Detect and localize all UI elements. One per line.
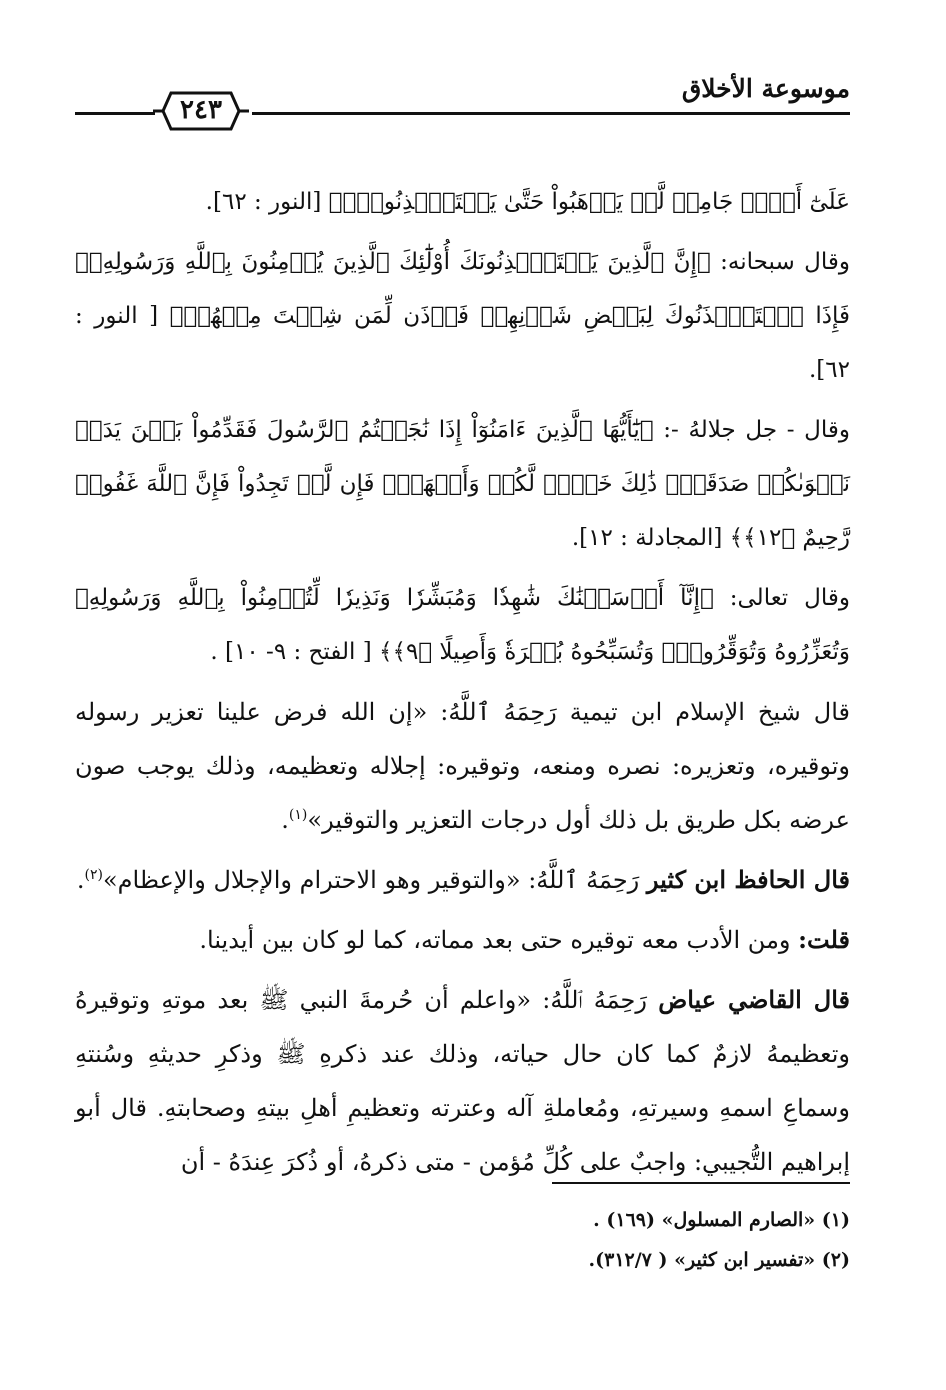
paragraph-author-note [75, 913, 850, 967]
page-number: ٢٤٣ [180, 95, 222, 125]
ibn-taymiyya-quote: قال شيخ الإسلام ابن تيمية رَحِمَهُ ٱللَّهُ: «إن الله فرض علينا تعزير رسوله وتوقيره، وتعزيره: نصره ومنعه، وتوقيره: إجلاله وتعظيمه، وذلك يوجب صون عرضه بكل طريق بل ذلك أول درجات التعزير والتوقير» [75, 698, 850, 834]
footnote-1: (١) «الصارم المسلول» (١٦٩) . [593, 1209, 850, 1231]
paragraph-verse-al-fath: وقال تعالى: ﴿إِنَّآ أَرۡسَلۡنَٰكَ شَٰهِدٗا وَمُبَشِّرٗا وَنَذِيرٗا لِّتُؤۡمِنُواْ بِٱللَّهِ وَرَسُولِهِۦ وَتُعَزِّرُوهُ وَتُوَقِّرُوهُۚ وَتُسَبِّحُوهُ بُكۡرَةٗ وَأَصِيلًا ﴿٩﴾﴾ [ الفتح : ٩- ١٠] . [75, 585, 850, 665]
footnote-ref-1: (١) [288, 807, 308, 823]
footnote-2: (٢) «تفسير ابن كثير» ( ٣١٢/٧). [588, 1249, 850, 1271]
header-rule-left [75, 112, 155, 115]
paragraph-verse-continuation: عَلَىٰٓ أَمۡرٖ جَامِعٖ لَّمۡ يَذۡهَبُواْ حَتَّىٰ يَسۡتَـٔۡذِنُوهُۚ﴾ [النور : ٦٢]. [205, 189, 850, 215]
footnotes [75, 1200, 850, 1280]
page-body [75, 175, 850, 1195]
qadi-iyad-quote: رَحِمَهُ ٱللَّهُ: «واعلم أن حُرمةَ النبي ﷺ بعد موتهِ وتوقيرهُ وتعظيمهُ لازمٌ كما كان حال حياته، وذلك عند ذكرهِ ﷺ وذكرِ حديثهِ وسُنتهِ وسماعِ اسمهِ وسيرتهِ، ومُعاملةِ آله وعترته وتعظيمِ أهلِ بيتهِ وصحابتهِ. قال أبو إبراهيم التُّجيبي: واجبٌ على كُلِّ مُؤمن - متى ذكرهُ، أو ذُكرَ عِندَهُ - أن [75, 986, 850, 1176]
book-title: موسوعة الأخلاق [681, 74, 850, 103]
page-number-badge [153, 87, 249, 135]
author-note-lead: قلت: [798, 925, 850, 954]
qadi-iyad-lead: قال القاضي عياض [658, 985, 851, 1014]
book-page [75, 60, 850, 1350]
header-rule-right [252, 112, 850, 115]
footnote-ref-2: (٢) [84, 867, 103, 883]
page-header [75, 70, 850, 130]
paragraph-ibn-taymiyya [75, 685, 850, 847]
paragraph-verse-an-nur: وقال سبحانه: ﴿إِنَّ ٱلَّذِينَ يَسۡتَـٔۡذِنُونَكَ أُوْلَٰٓئِكَ ٱلَّذِينَ يُؤۡمِنُونَ بِٱللَّهِ وَرَسُولِهِۦۚ فَإِذَا ٱسۡتَـٔۡذَنُوكَ لِبَعۡضِ شَأۡنِهِمۡ فَأۡذَن لِّمَن شِئۡتَ مِنۡهُمۡ﴾ [ النور : ٦٢]. [75, 249, 850, 383]
ibn-taymiyya-end: . [281, 806, 289, 834]
author-note-text: ومن الأدب معه توقيره حتى بعد مماته، كما لو كان بين أيدينا. [199, 926, 799, 954]
paragraph-ibn-kathir [75, 853, 850, 907]
ibn-kathir-end: . [76, 866, 85, 894]
paragraph-verse-al-mujadila: وقال - جل جلالهُ -: ﴿يَٰٓأَيُّهَا ٱلَّذِينَ ءَامَنُوٓاْ إِذَا نَٰجَيۡتُمُ ٱلرَّسُولَ فَقَدِّمُواْ بَيۡنَ يَدَيۡ نَجۡوَىٰكُمۡ صَدَقَةٗۚ ذَٰلِكَ خَيۡرٞ لَّكُمۡ وَأَطۡهَرُۚ فَإِن لَّمۡ تَجِدُواْ فَإِنَّ ٱللَّهَ غَفُورٞ رَّحِيمٌ ﴿١٢﴾﴾ [المجادلة : ١٢]. [75, 417, 850, 551]
paragraph-qadi-iyad [75, 973, 850, 1189]
ibn-kathir-lead: قال الحافظ ابن كثير [646, 865, 850, 894]
footnote-separator [552, 1182, 850, 1184]
ibn-kathir-quote: رَحِمَهُ ٱللَّهُ: «والتوقير وهو الاحترام والإجلال والإعظام» [103, 866, 647, 894]
